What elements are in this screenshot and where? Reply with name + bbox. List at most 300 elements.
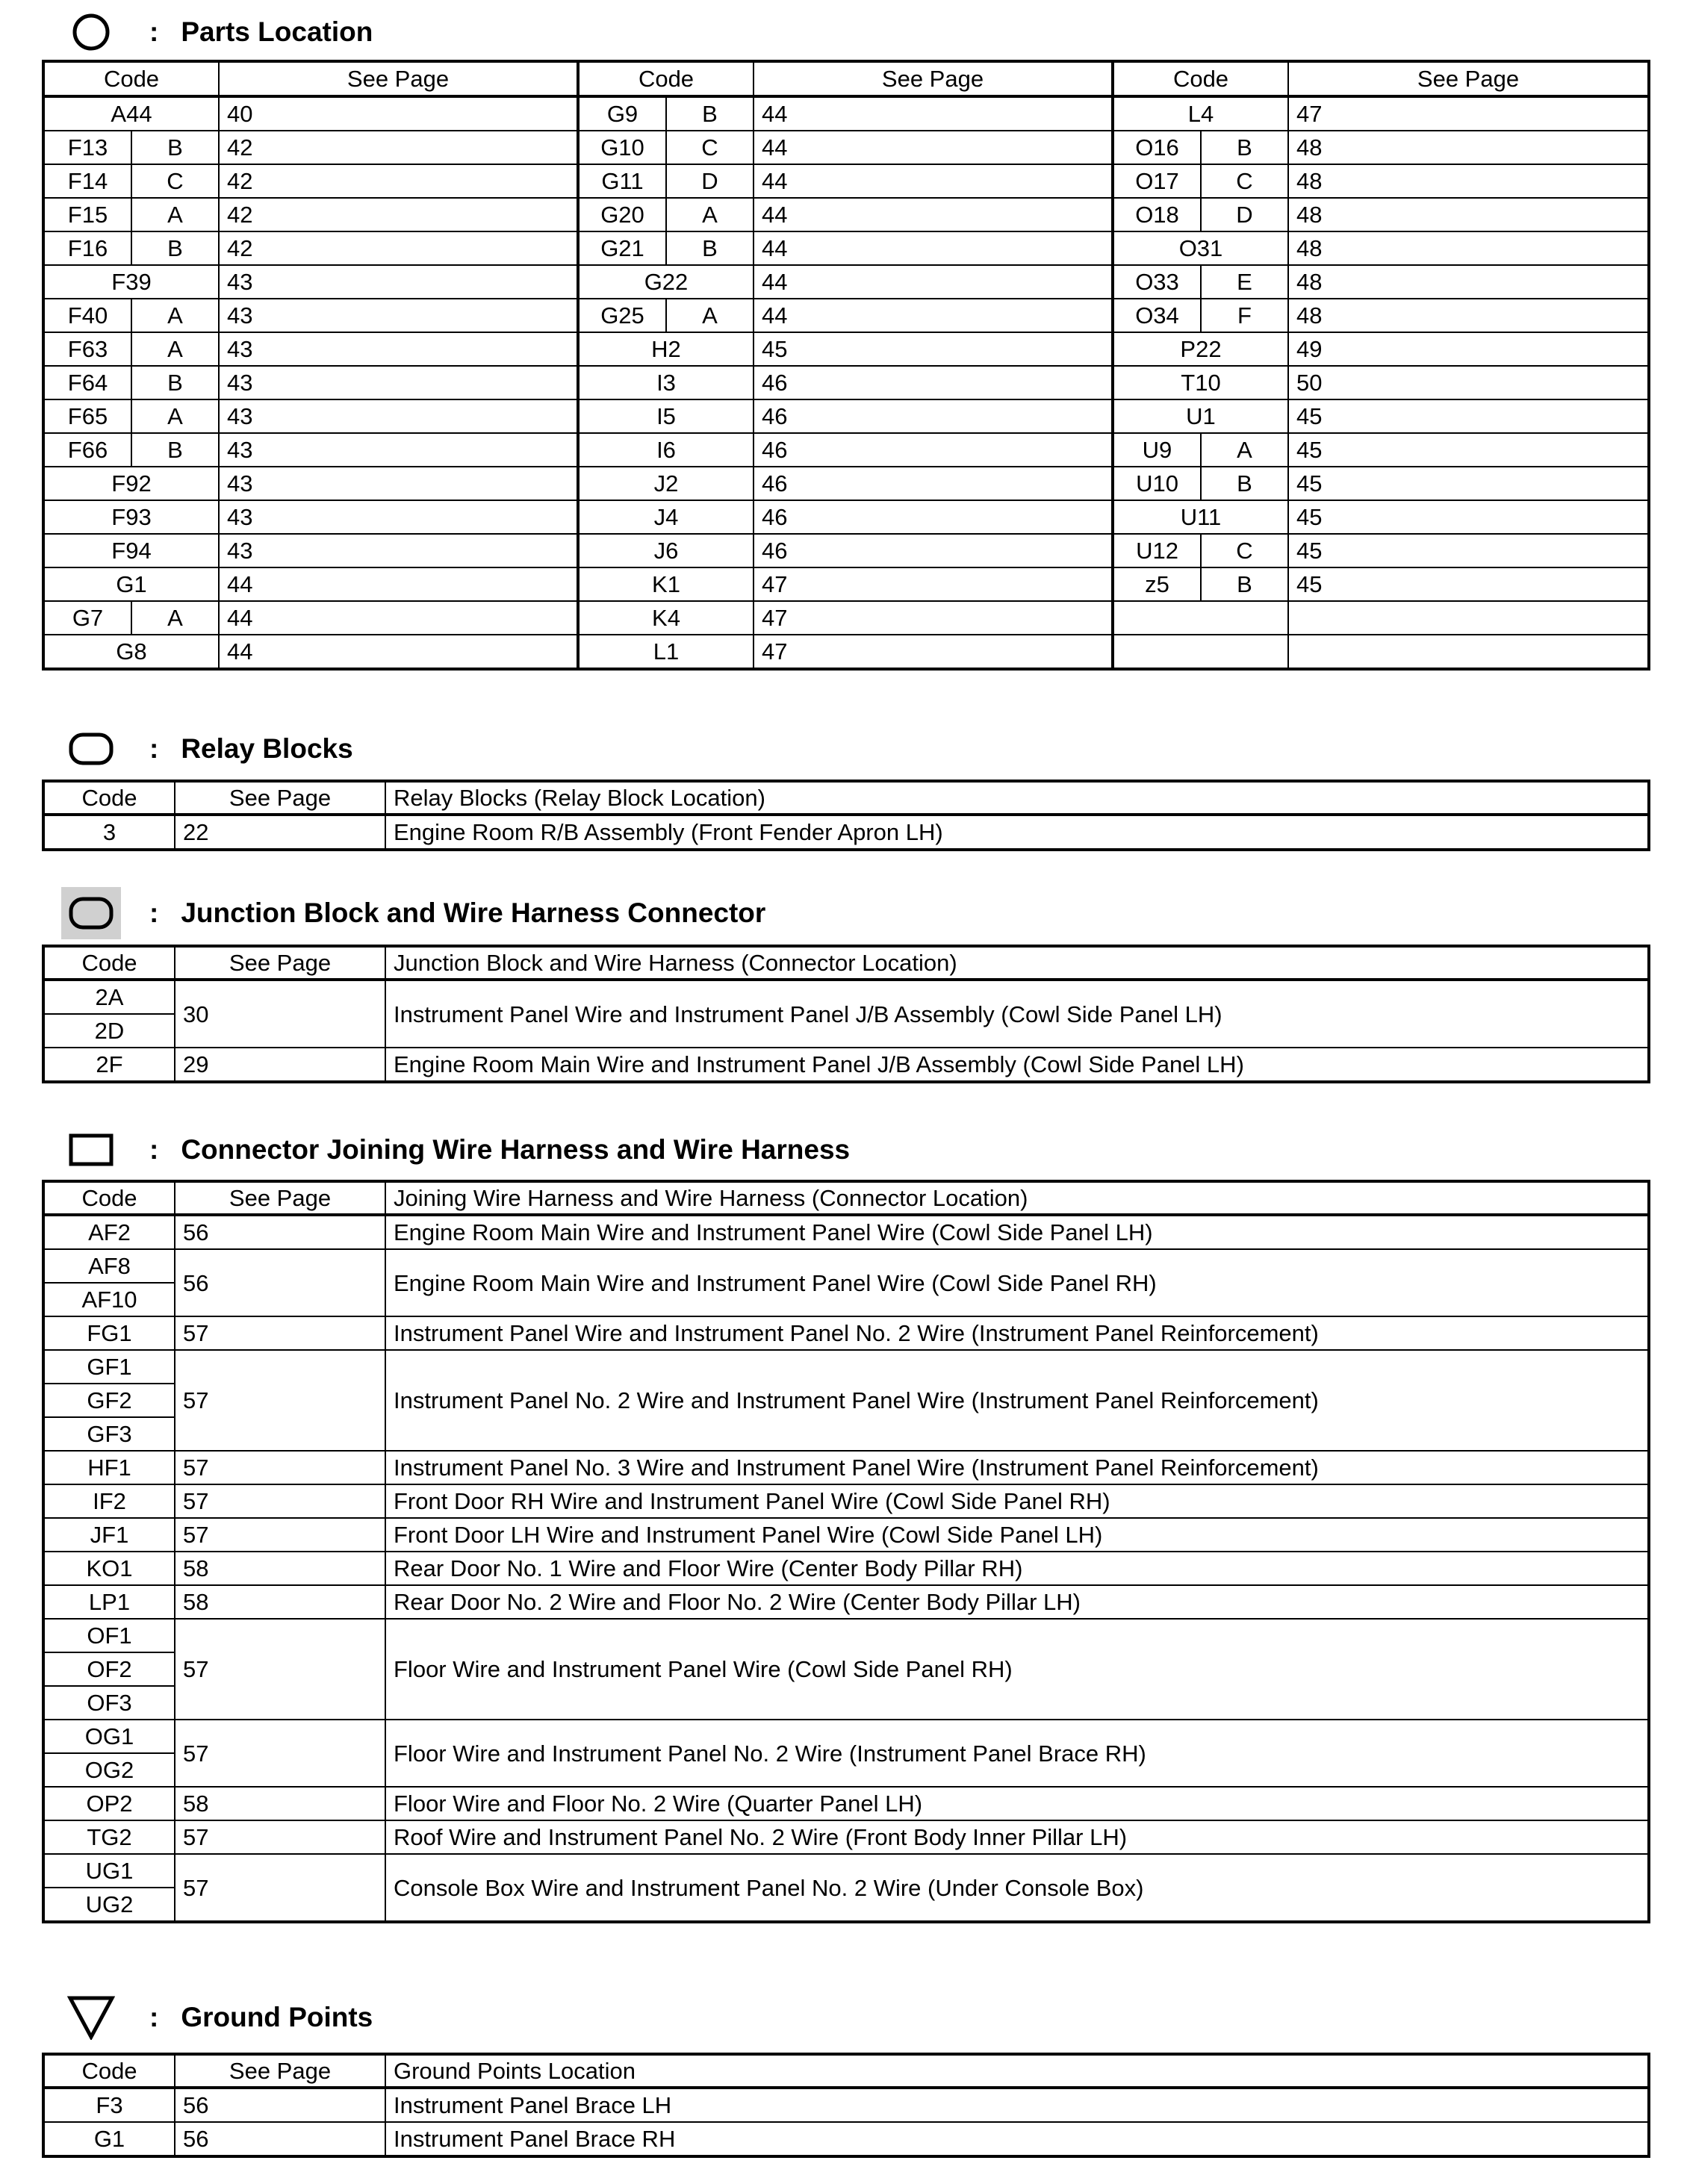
header-cell: See Page [219, 61, 578, 96]
code-cell: 2D [43, 1014, 175, 1048]
circle-icon [67, 8, 115, 56]
ground-points-heading [67, 1994, 373, 2041]
page-cell: 44 [219, 601, 578, 635]
code-cell: U1 [1113, 399, 1288, 433]
code-cell [43, 131, 219, 164]
page-cell: 44 [754, 164, 1113, 198]
triangle-icon [67, 1994, 115, 2041]
table-row [43, 1820, 1649, 1854]
page-cell: 48 [1288, 198, 1649, 231]
table-row [43, 635, 1649, 669]
page-cell: 57 [175, 1316, 385, 1350]
code-cell [1113, 299, 1288, 332]
table-row [43, 1720, 1649, 1753]
location-cell: Rear Door No. 2 Wire and Floor No. 2 Wire (Center Body Pillar LH) [385, 1585, 1649, 1619]
code-cell: KO1 [43, 1552, 175, 1585]
location-cell: Rear Door No. 1 Wire and Floor Wire (Center Body Pillar RH) [385, 1552, 1649, 1585]
code-value: O34 [1135, 302, 1179, 329]
code-value: U9 [1142, 437, 1172, 463]
code-cell: AF10 [43, 1283, 175, 1316]
page-cell: 30 [175, 980, 385, 1048]
relay-block-icon [67, 725, 115, 773]
code-cell: F92 [43, 467, 219, 500]
header-cell: Code [43, 61, 219, 96]
code-cell: G22 [578, 265, 754, 299]
table-row [43, 1518, 1649, 1552]
code-cell [43, 198, 219, 231]
code-value: F63 [67, 336, 108, 362]
code-value: F40 [67, 302, 108, 329]
code-cell: FG1 [43, 1316, 175, 1350]
page-cell: 45 [1288, 399, 1649, 433]
page-cell: 43 [219, 500, 578, 534]
code-split [580, 199, 753, 231]
code-cell [1113, 601, 1288, 635]
connector-letter: B [131, 232, 218, 264]
page-cell: 43 [219, 433, 578, 467]
code-split [45, 199, 218, 231]
code-cell: I6 [578, 433, 754, 467]
table-row [43, 815, 1649, 850]
page-cell: 46 [754, 399, 1113, 433]
junction-block-table [42, 945, 1650, 1083]
code-cell [1113, 131, 1288, 164]
location-cell: Roof Wire and Instrument Panel No. 2 Wire (Front Body Inner Pillar LH) [385, 1820, 1649, 1854]
code-cell: F3 [43, 2088, 175, 2122]
code-cell: OP2 [43, 1787, 175, 1820]
code-cell [578, 164, 754, 198]
page-cell: 43 [219, 265, 578, 299]
page-cell: 56 [175, 1215, 385, 1249]
code-cell: J4 [578, 500, 754, 534]
header-cell: Relay Blocks (Relay Block Location) [385, 781, 1649, 815]
code-value: F13 [67, 134, 108, 161]
code-cell: U11 [1113, 500, 1288, 534]
code-cell: LP1 [43, 1585, 175, 1619]
code-split [45, 232, 218, 264]
code-cell [578, 198, 754, 231]
code-cell: JF1 [43, 1518, 175, 1552]
code-cell: 2F [43, 1048, 175, 1082]
table-row [43, 399, 1649, 433]
connector-letter: A [131, 299, 218, 332]
table-row [43, 332, 1649, 366]
code-cell: A44 [43, 96, 219, 131]
code-cell: G1 [43, 2122, 175, 2156]
table-row [43, 1316, 1649, 1350]
header-cell: Code [43, 1181, 175, 1215]
connector-letter: C [665, 131, 753, 164]
code-split [1114, 131, 1287, 164]
page-cell: 56 [175, 2122, 385, 2156]
page-cell: 49 [1288, 332, 1649, 366]
relay-blocks-heading [67, 725, 353, 773]
page-cell: 43 [219, 534, 578, 567]
table-row [43, 467, 1649, 500]
page-cell: 45 [1288, 467, 1649, 500]
connector-letter: B [1200, 568, 1287, 600]
code-cell: J2 [578, 467, 754, 500]
location-cell: Engine Room Main Wire and Instrument Panel Wire (Cowl Side Panel RH) [385, 1249, 1649, 1316]
table-row [43, 1350, 1649, 1384]
page-cell: 57 [175, 1518, 385, 1552]
code-cell: OF2 [43, 1652, 175, 1686]
header-cell: See Page [1288, 61, 1649, 96]
code-cell: AF8 [43, 1249, 175, 1283]
code-split [580, 165, 753, 197]
section-title: Parts Location [181, 16, 373, 47]
page-cell: 47 [754, 601, 1113, 635]
page-cell: 48 [1288, 231, 1649, 265]
connector-letter: F [1200, 299, 1287, 332]
table-row [43, 299, 1649, 332]
code-cell [43, 366, 219, 399]
location-cell: Console Box Wire and Instrument Panel No. 2 Wire (Under Console Box) [385, 1854, 1649, 1922]
square-connector-icon [67, 1126, 115, 1174]
code-cell [578, 96, 754, 131]
code-cell [1113, 433, 1288, 467]
connector-letter: B [1200, 467, 1287, 500]
code-cell: H2 [578, 332, 754, 366]
code-split [580, 299, 753, 332]
page-cell: 42 [219, 131, 578, 164]
location-cell: Instrument Panel No. 3 Wire and Instrument Panel Wire (Instrument Panel Reinforcement) [385, 1451, 1649, 1484]
code-value: F16 [67, 235, 108, 261]
code-cell [578, 231, 754, 265]
code-cell [1113, 198, 1288, 231]
code-cell: L1 [578, 635, 754, 669]
connector-letter: B [665, 98, 753, 130]
code-cell: O31 [1113, 231, 1288, 265]
code-value: O33 [1135, 269, 1179, 295]
code-cell: 3 [43, 815, 175, 850]
code-split [1114, 535, 1287, 567]
code-cell [43, 433, 219, 467]
code-value: G9 [606, 101, 639, 127]
code-cell [1113, 467, 1288, 500]
table-row [43, 366, 1649, 399]
parts-location-table [42, 60, 1650, 671]
section-title: Connector Joining Wire Harness and Wire Harness [181, 1134, 851, 1165]
code-cell [1113, 265, 1288, 299]
code-split [45, 299, 218, 332]
junction-block-icon [61, 887, 121, 939]
table-row [43, 2122, 1649, 2156]
code-cell: OG2 [43, 1753, 175, 1787]
table-header-row [43, 946, 1649, 980]
connector-letter: A [131, 602, 218, 634]
location-cell: Instrument Panel No. 2 Wire and Instrument Panel Wire (Instrument Panel Reinforcement) [385, 1350, 1649, 1451]
page-cell: 45 [1288, 534, 1649, 567]
table-header-row [43, 781, 1649, 815]
page-cell: 57 [175, 1854, 385, 1922]
connector-letter: A [131, 400, 218, 432]
page-cell: 48 [1288, 164, 1649, 198]
code-split [580, 98, 753, 130]
table-row [43, 131, 1649, 164]
section-colon: : [149, 16, 159, 47]
page-cell: 57 [175, 1484, 385, 1518]
connector-letter: A [665, 299, 753, 332]
table-row [43, 500, 1649, 534]
code-value: G25 [600, 302, 644, 329]
connector-joining-table [42, 1180, 1650, 1923]
header-cell: See Page [754, 61, 1113, 96]
page-cell: 22 [175, 815, 385, 850]
page-cell: 44 [754, 231, 1113, 265]
page-cell: 47 [754, 567, 1113, 601]
table-row [43, 1484, 1649, 1518]
table-row [43, 567, 1649, 601]
table-row [43, 1249, 1649, 1283]
section-colon: : [149, 1134, 159, 1165]
section-colon: : [149, 2002, 159, 2032]
code-cell [1113, 567, 1288, 601]
header-cell: Joining Wire Harness and Wire Harness (Connector Location) [385, 1181, 1649, 1215]
page-cell: 42 [219, 198, 578, 231]
connector-letter: C [1200, 535, 1287, 567]
code-cell: J6 [578, 534, 754, 567]
code-value: F15 [67, 202, 108, 228]
code-cell: 2A [43, 980, 175, 1014]
code-cell: UG2 [43, 1888, 175, 1922]
table-row [43, 1048, 1649, 1082]
connector-letter: B [131, 367, 218, 399]
code-split [45, 367, 218, 399]
section-title: Ground Points [181, 2002, 373, 2032]
code-split [45, 165, 218, 197]
header-cell: See Page [175, 2054, 385, 2088]
connector-letter: A [1200, 434, 1287, 466]
header-cell: Junction Block and Wire Harness (Connector Location) [385, 946, 1649, 980]
connector-letter: D [665, 165, 753, 197]
location-cell: Instrument Panel Wire and Instrument Panel J/B Assembly (Cowl Side Panel LH) [385, 980, 1649, 1048]
table-header-row [43, 61, 1649, 96]
code-value: G11 [601, 168, 644, 194]
header-cell: Code [43, 2054, 175, 2088]
header-cell: See Page [175, 1181, 385, 1215]
code-cell: OG1 [43, 1720, 175, 1753]
page-cell: 45 [1288, 500, 1649, 534]
connector-letter: E [1200, 266, 1287, 298]
code-cell: IF2 [43, 1484, 175, 1518]
location-cell: Engine Room Main Wire and Instrument Panel J/B Assembly (Cowl Side Panel LH) [385, 1048, 1649, 1082]
code-value: U12 [1136, 538, 1178, 564]
code-cell [1113, 164, 1288, 198]
table-row [43, 96, 1649, 131]
table-row [43, 2088, 1649, 2122]
code-cell: K1 [578, 567, 754, 601]
table-row [43, 534, 1649, 567]
code-split [45, 602, 218, 634]
page-cell: 45 [1288, 567, 1649, 601]
table-row [43, 1215, 1649, 1249]
page-cell: 43 [219, 332, 578, 366]
table-row [43, 1585, 1649, 1619]
page-cell: 56 [175, 2088, 385, 2122]
connector-letter: A [665, 199, 753, 231]
table-row [43, 1619, 1649, 1652]
page-cell: 43 [219, 399, 578, 433]
table-header-row [43, 2054, 1649, 2088]
table-header-row [43, 1181, 1649, 1215]
page-cell: 40 [219, 96, 578, 131]
code-cell: GF1 [43, 1350, 175, 1384]
code-cell: F93 [43, 500, 219, 534]
code-cell: GF2 [43, 1384, 175, 1417]
connector-letter: C [131, 165, 218, 197]
location-cell: Front Door LH Wire and Instrument Panel Wire (Cowl Side Panel LH) [385, 1518, 1649, 1552]
table-row [43, 433, 1649, 467]
code-value: G10 [600, 134, 644, 161]
code-value: z5 [1145, 571, 1169, 597]
table-row [43, 1451, 1649, 1484]
code-cell: I5 [578, 399, 754, 433]
code-value: U10 [1136, 470, 1178, 497]
code-cell: L4 [1113, 96, 1288, 131]
connector-letter: B [665, 232, 753, 264]
code-value: G7 [72, 605, 104, 631]
section-colon: : [149, 733, 159, 764]
page-cell: 45 [1288, 433, 1649, 467]
page-cell: 47 [1288, 96, 1649, 131]
code-value: O17 [1135, 168, 1179, 194]
code-cell: F94 [43, 534, 219, 567]
page-cell: 44 [754, 265, 1113, 299]
page-cell: 48 [1288, 131, 1649, 164]
junction-block-heading [67, 889, 765, 937]
location-cell: Front Door RH Wire and Instrument Panel Wire (Cowl Side Panel RH) [385, 1484, 1649, 1518]
code-split [1114, 434, 1287, 466]
code-split [580, 131, 753, 164]
code-cell: GF3 [43, 1417, 175, 1451]
page-cell: 58 [175, 1552, 385, 1585]
location-cell: Instrument Panel Brace LH [385, 2088, 1649, 2122]
relay-blocks-table [42, 780, 1650, 851]
table-row [43, 164, 1649, 198]
section-colon: : [149, 897, 159, 928]
page-cell [1288, 601, 1649, 635]
code-split [1114, 165, 1287, 197]
section-title: Junction Block and Wire Harness Connector [181, 897, 766, 928]
connector-letter: D [1200, 199, 1287, 231]
connector-letter: B [1200, 131, 1287, 164]
location-cell: Engine Room R/B Assembly (Front Fender Apron LH) [385, 815, 1649, 850]
table-row [43, 1787, 1649, 1820]
code-split [45, 131, 218, 164]
page-cell: 58 [175, 1585, 385, 1619]
code-cell: HF1 [43, 1451, 175, 1484]
connector-letter: C [1200, 165, 1287, 197]
page-cell [1288, 635, 1649, 669]
code-split [1114, 299, 1287, 332]
code-cell: P22 [1113, 332, 1288, 366]
page-cell: 46 [754, 433, 1113, 467]
code-split [45, 400, 218, 432]
page-cell: 58 [175, 1787, 385, 1820]
page-cell: 46 [754, 534, 1113, 567]
connector-letter: A [131, 199, 218, 231]
location-cell: Floor Wire and Instrument Panel No. 2 Wire (Instrument Panel Brace RH) [385, 1720, 1649, 1787]
code-split [45, 333, 218, 365]
page-cell: 44 [754, 96, 1113, 131]
page-cell: 42 [219, 231, 578, 265]
page-cell: 56 [175, 1249, 385, 1316]
code-value: G21 [600, 235, 644, 261]
code-cell: OF1 [43, 1619, 175, 1652]
location-cell: Floor Wire and Floor No. 2 Wire (Quarter Panel LH) [385, 1787, 1649, 1820]
page-cell: 46 [754, 366, 1113, 399]
page-cell: 46 [754, 500, 1113, 534]
connector-joining-heading [67, 1126, 850, 1174]
table-row [43, 601, 1649, 635]
ground-points-table [42, 2053, 1650, 2158]
code-split [1114, 467, 1287, 500]
page-cell: 44 [754, 131, 1113, 164]
code-cell [43, 601, 219, 635]
connector-letter: B [131, 434, 218, 466]
page-cell: 42 [219, 164, 578, 198]
code-cell: OF3 [43, 1686, 175, 1720]
page-cell: 44 [754, 299, 1113, 332]
code-split [1114, 568, 1287, 600]
code-cell [43, 299, 219, 332]
page-cell: 44 [219, 567, 578, 601]
code-cell [1113, 534, 1288, 567]
code-cell: T10 [1113, 366, 1288, 399]
header-cell: Code [578, 61, 754, 96]
code-value: F66 [67, 437, 108, 463]
header-cell: See Page [175, 946, 385, 980]
code-cell: G8 [43, 635, 219, 669]
page-cell: 47 [754, 635, 1113, 669]
code-split [580, 232, 753, 264]
connector-letter: A [131, 333, 218, 365]
page-cell: 43 [219, 366, 578, 399]
header-cell: Ground Points Location [385, 2054, 1649, 2088]
code-cell: UG1 [43, 1854, 175, 1888]
page-cell: 57 [175, 1720, 385, 1787]
table-row [43, 1854, 1649, 1888]
code-cell: TG2 [43, 1820, 175, 1854]
code-cell: AF2 [43, 1215, 175, 1249]
page-cell: 43 [219, 467, 578, 500]
page-cell: 48 [1288, 265, 1649, 299]
code-value: O16 [1135, 134, 1179, 161]
page-cell: 57 [175, 1451, 385, 1484]
code-value: G20 [600, 202, 644, 228]
code-cell [1113, 635, 1288, 669]
header-cell: Code [43, 946, 175, 980]
page-cell: 48 [1288, 299, 1649, 332]
page-cell: 44 [219, 635, 578, 669]
page-cell: 29 [175, 1048, 385, 1082]
code-cell [43, 399, 219, 433]
header-cell: Code [1113, 61, 1288, 96]
code-cell [43, 231, 219, 265]
section-title: Relay Blocks [181, 733, 353, 764]
table-row [43, 231, 1649, 265]
page-cell: 44 [754, 198, 1113, 231]
code-cell: G1 [43, 567, 219, 601]
code-cell [43, 332, 219, 366]
table-row [43, 980, 1649, 1014]
code-cell: I3 [578, 366, 754, 399]
code-value: O18 [1135, 202, 1179, 228]
location-cell: Engine Room Main Wire and Instrument Panel Wire (Cowl Side Panel LH) [385, 1215, 1649, 1249]
code-cell: K4 [578, 601, 754, 635]
code-cell [43, 164, 219, 198]
